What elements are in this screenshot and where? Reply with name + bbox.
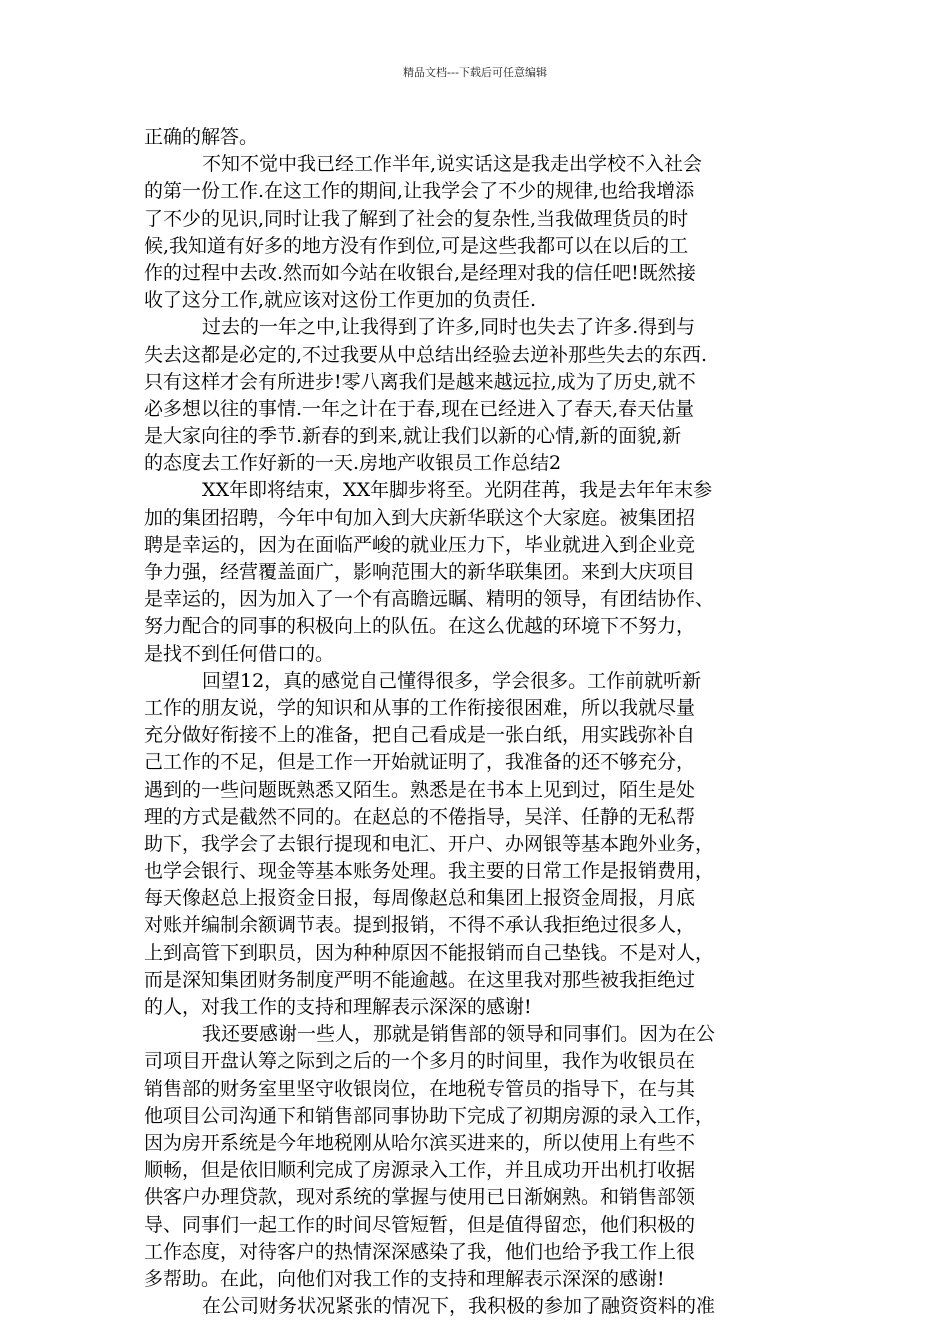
- text-line: XX年即将结束，XX年脚步将至。光阴荏苒，我是去年年末参: [202, 479, 713, 502]
- paragraph: [144, 477, 820, 667]
- text-line: 作的过程中去改.然而如今站在收银台,是经理对我的信任吧!既然接: [144, 261, 696, 284]
- text-line: 上到高管下到职员，因为种种原因不能报销而自己垫钱。不是对人，: [144, 941, 715, 964]
- paragraph: [144, 124, 820, 151]
- document-body: [144, 124, 820, 1320]
- text-line: 的人，对我工作的支持和理解表示深深的感谢!: [144, 996, 532, 1018]
- page-header: 精品文档---下载后可任意编辑: [403, 66, 547, 79]
- text-line: 是找不到任何借口的。: [144, 642, 335, 665]
- text-line: 理的方式是截然不同的。在赵总的不倦指导，吴洋、任静的无私帮: [144, 805, 696, 828]
- text-line: 助下，我学会了去银行提现和电汇、开户、办网银等基本跑外业务，: [144, 832, 715, 855]
- text-line: 的第一份工作.在这工作的期间,让我学会了不少的规律,也给我增添: [144, 180, 695, 203]
- text-line: 收了这分工作,就应该对这份工作更加的负责任.: [144, 289, 537, 312]
- text-line: 加的集团招聘，今年中旬加入到大庆新华联这个大家庭。被集团招: [144, 506, 696, 529]
- paragraph: [144, 1021, 820, 1293]
- text-line: 努力配合的同事的积极向上的队伍。在这么优越的环境下不努力，: [144, 615, 696, 638]
- text-line: 候,我知道有好多的地方没有作到位,可是这些我都可以在以后的工: [144, 234, 689, 257]
- text-line: 争力强，经营覆盖面广，影响范围大的新华联集团。来到大庆项目: [144, 561, 696, 583]
- text-line: 对账并编制余额调节表。提到报销，不得不承认我拒绝过很多人，: [144, 914, 696, 937]
- text-line: 司项目开盘认筹之际到之后的一个多月的时间里，我作为收银员在: [144, 1050, 696, 1073]
- paragraph: [144, 151, 820, 314]
- text-line: 充分做好衔接不上的准备，把自己看成是一张白纸，用实践弥补自: [144, 724, 696, 747]
- text-line: 必多想以往的事情.一年之计在于春,现在已经进入了春天,春天估量: [144, 397, 695, 420]
- text-line: 我还要感谢一些人，那就是销售部的领导和同事们。因为在公: [202, 1023, 716, 1046]
- text-line: 不知不觉中我已经工作半年,说实话这是我走出学校不入社会: [202, 153, 703, 176]
- text-line: 导、同事们一起工作的时间尽管短暂，但是值得留恋，他们积极的: [144, 1213, 696, 1236]
- text-line: 了不少的见识,同时让我了解到了社会的复杂性,当我做理货员的时: [144, 207, 689, 230]
- text-line: 销售部的财务室里坚守收银岗位，在地税专管员的指导下，在与其: [144, 1077, 696, 1100]
- paragraph: [144, 1293, 820, 1320]
- text-line: 供客户办理贷款，现对系统的掌握与使用已日渐娴熟。和销售部领: [144, 1186, 696, 1209]
- text-line: 只有这样才会有所进步!零八离我们是越来越远拉,成为了历史,就不: [144, 370, 696, 393]
- text-line: 是幸运的，因为加入了一个有高瞻远瞩、精明的领导，有团结协作、: [144, 588, 715, 611]
- text-line: 工作的朋友说，学的知识和从事的工作衔接很困难，所以我就尽量: [144, 696, 696, 719]
- text-line: 遇到的一些问题既熟悉又陌生。熟悉是在书本上见到过，陌生是处: [144, 778, 696, 801]
- text-line: 回望12，真的感觉自己懂得很多，学会很多。工作前就听新: [202, 669, 702, 692]
- text-line: 的态度去工作好新的一天.房地产收银员工作总结2: [144, 452, 562, 475]
- text-line: 多帮助。在此，向他们对我工作的支持和理解表示深深的感谢!: [144, 1267, 665, 1290]
- text-line: 因为房开系统是今年地税刚从哈尔滨买进来的，所以使用上有些不: [144, 1131, 696, 1154]
- paragraph: [144, 314, 820, 477]
- text-line: 过去的一年之中,让我得到了许多,同时也失去了许多.得到与: [202, 316, 696, 339]
- paragraph: [144, 668, 820, 1021]
- text-line: 而是深知集团财务制度严明不能逾越。在这里我对那些被我拒绝过: [144, 968, 696, 991]
- text-line: 失去这都是必定的,不过我要从中总结出经验去逆补那些失去的东西.: [144, 343, 708, 366]
- text-line: 聘是幸运的，因为在面临严峻的就业压力下，毕业就进入到企业竞: [144, 533, 696, 556]
- text-line: 他项目公司沟通下和销售部同事协助下完成了初期房源的录入工作，: [144, 1104, 715, 1127]
- text-line: 工作态度，对待客户的热情深深感染了我，他们也给予我工作上很: [144, 1240, 696, 1263]
- text-line: 在公司财务状况紧张的情况下，我积极的参加了融资资料的准: [202, 1295, 716, 1318]
- text-line: 每天像赵总上报资金日报，每周像赵总和集团上报资金周报，月底: [144, 887, 696, 910]
- text-line: 顺畅，但是依旧顺利完成了房源录入工作，并且成功开出机打收据: [144, 1159, 696, 1182]
- text-line: 也学会银行、现金等基本账务处理。我主要的日常工作是报销费用，: [144, 860, 715, 883]
- text-line: 正确的解答。: [144, 126, 259, 148]
- text-line: 是大家向往的季节.新春的到来,就让我们以新的心情,新的面貌,新: [144, 425, 682, 448]
- text-line: 己工作的不足，但是工作一开始就证明了，我准备的还不够充分，: [144, 751, 696, 774]
